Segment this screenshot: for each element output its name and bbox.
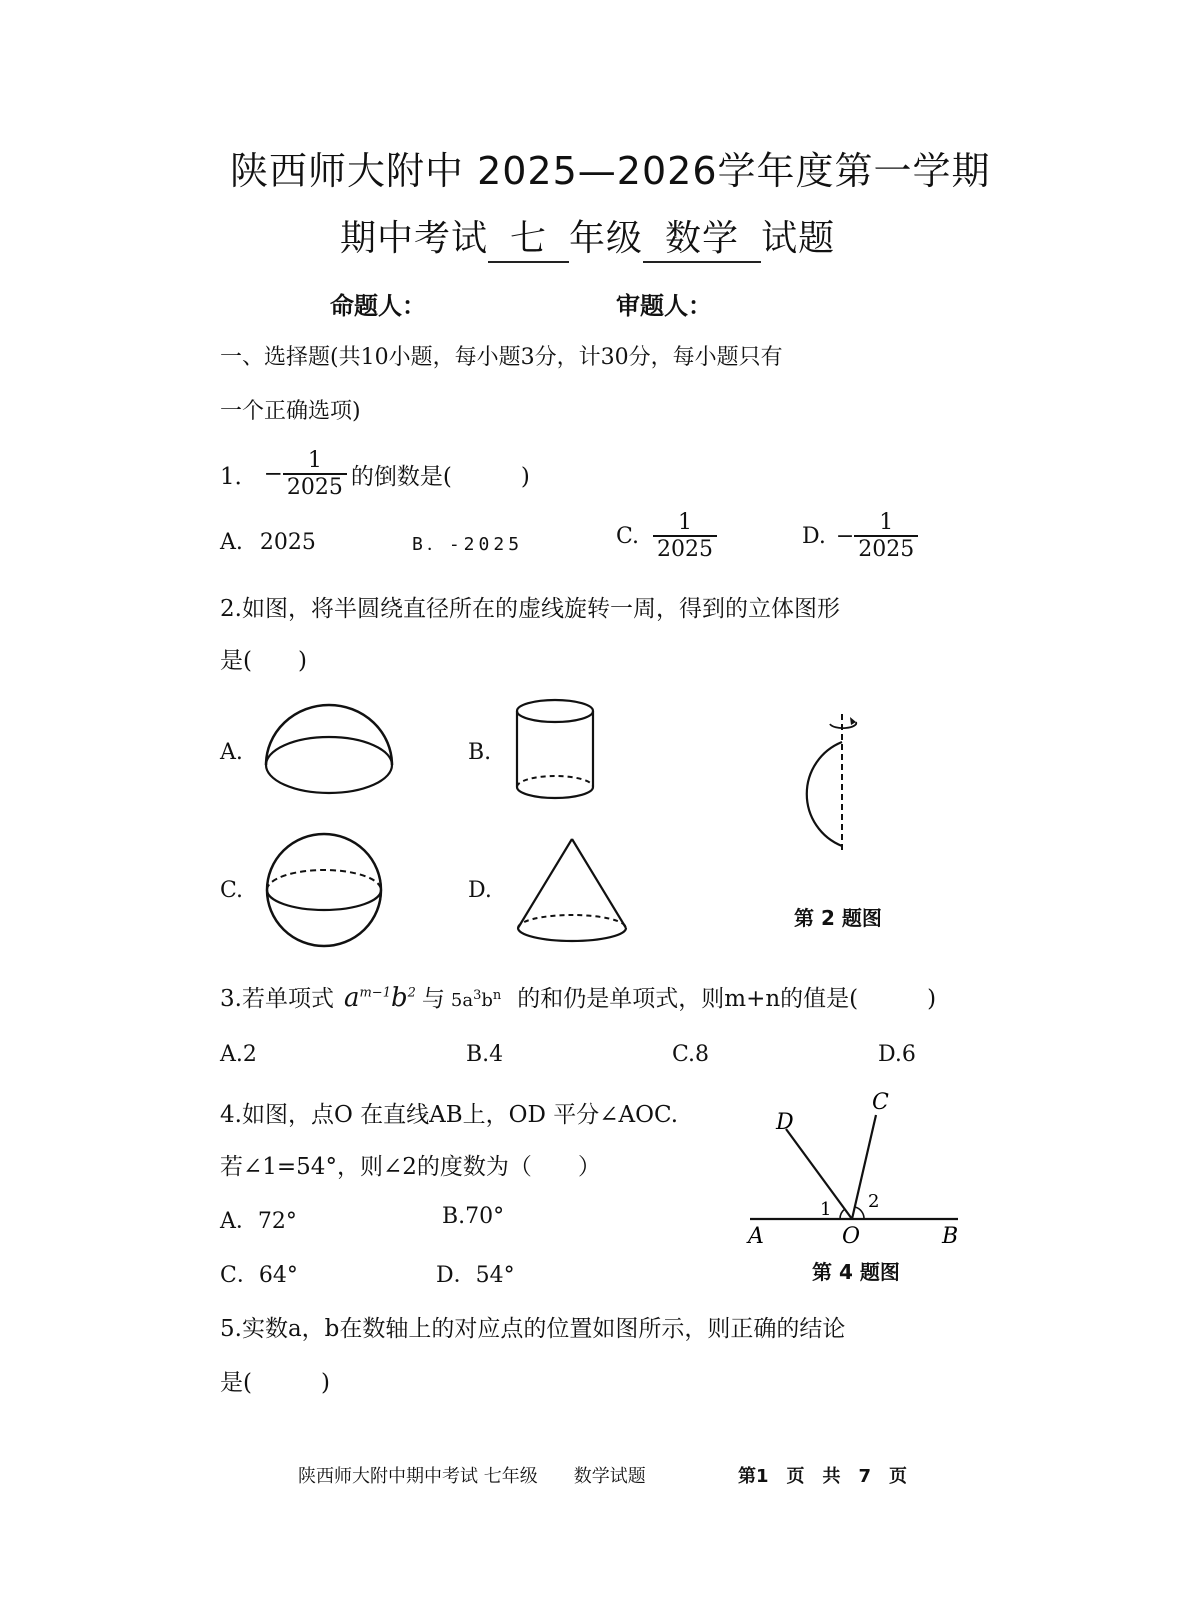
reviewer-label: 审题人： [616,292,712,320]
fraction-numerator: 1 [879,510,894,535]
title-exam-type: 期中考试 [340,218,489,259]
monomial-exponent: m−1 [359,985,391,1001]
question-2-line1: 2.如图，将半圆绕直径所在的虚线旋转一周，得到的立体图形 [220,596,840,622]
monomial-exponent: 2 [407,985,416,1001]
q1-fraction [283,448,347,501]
q1-option-d[interactable] [802,510,918,563]
figure-4-caption: 第 4 题图 [812,1260,900,1284]
q1-stem: 的倒数是( ) [350,463,530,490]
point-a-label: A [748,1224,764,1249]
q4-option-b[interactable]: B.70° [442,1204,505,1229]
option-label: C. [616,523,640,549]
q3-and: 与 [421,986,445,1012]
cylinder-figure [505,695,605,807]
monomial-base: 5a [450,990,474,1011]
q2-option-b-label[interactable]: B. [468,740,492,765]
q4-option-c[interactable]: C．64° [220,1263,298,1288]
footer-page-number: 第1 页 共 7 页 [738,1466,908,1487]
footer-exam-info: 陕西师大附中期中考试 七年级 数学试题 [298,1466,646,1487]
cone-figure [512,835,632,950]
point-c-label: C [872,1090,889,1115]
q3-monomial-2 [451,988,501,1011]
question-1 [220,448,530,501]
monomial-base: b [390,983,408,1013]
question-4-line1: 4.如图，点O 在直线AB上，OD 平分∠AOC. [220,1102,679,1128]
q2-option-a-label[interactable]: A. [220,740,243,765]
q4-option-a[interactable]: A．72° [220,1209,297,1234]
angle-2-label: 2 [868,1191,880,1212]
authors-line [330,286,712,321]
question-4-line2: 若∠1=54°，则∠2的度数为（ ） [220,1154,601,1180]
sphere-figure [260,832,390,952]
title-suffix: 试题 [761,218,836,259]
section-header-cont: 一个正确选项) [220,399,361,424]
exam-title-line2 [340,210,835,263]
q3-stem: 的和仍是单项式，则m+n的值是( ) [517,986,937,1012]
figure-2-caption: 第 2 题图 [794,906,882,930]
q3-prefix: 3.若单项式 [220,986,334,1012]
option-d-fraction [854,510,918,563]
q1-fraction-numerator: 1 [307,448,322,473]
q3-monomial-1 [344,983,416,1013]
q1-option-c[interactable] [616,510,717,563]
point-o-label: O [842,1224,861,1249]
monomial-base: a [343,983,360,1013]
setter-label: 命题人： [330,292,426,320]
option-label: B． [412,534,449,555]
q1-fraction-denominator: 2025 [283,473,347,500]
q2-option-d-label[interactable]: D. [468,878,492,903]
option-value: 2025 [259,530,316,555]
option-label: A. [220,530,243,555]
monomial-exponent: 3 [473,988,482,1003]
q1-number: 1． [220,463,258,490]
monomial-exponent: n [492,988,502,1003]
title-subject: 数学 [643,210,761,263]
option-d-minus: − [835,523,855,549]
q2-option-c-label[interactable]: C. [220,878,244,903]
exam-title-line1: 陕西师大附中 2025—2026学年度第一学期 [230,149,991,193]
semicircle-rotation-figure [778,708,868,858]
q3-option-c[interactable]: C.8 [672,1042,710,1067]
q3-option-a[interactable]: A.2 [220,1042,257,1067]
option-c-fraction [653,510,717,563]
point-b-label: B [942,1224,959,1249]
q3-option-d[interactable]: D.6 [878,1042,916,1067]
q3-option-b[interactable]: B.4 [466,1042,504,1067]
angle-1-label: 1 [820,1199,832,1220]
monomial-base: b [481,990,493,1011]
option-value: -2025 [448,534,524,555]
fraction-denominator: 2025 [854,535,918,562]
question-2-line2: 是( ) [220,648,307,674]
q4-option-d[interactable]: D．54° [436,1263,515,1288]
fraction-denominator: 2025 [653,535,717,562]
option-label: D. [802,523,826,549]
title-grade: 七 [488,210,569,263]
question-3 [220,980,936,1013]
hemisphere-figure [258,700,400,810]
q1-option-b[interactable] [412,530,523,556]
angle-figure [740,1085,970,1250]
q1-minus: − [263,461,283,488]
fraction-numerator: 1 [678,510,693,535]
question-5-line2: 是( ) [220,1370,330,1396]
section-header: 一、选择题(共10小题，每小题3分，计30分，每小题只有 [220,345,783,370]
title-grade-suffix: 年级 [569,218,644,259]
question-5-line1: 5.实数a，b在数轴上的对应点的位置如图所示，则正确的结论 [220,1316,846,1342]
point-d-label: D [776,1110,794,1135]
q1-option-a[interactable] [220,530,316,555]
